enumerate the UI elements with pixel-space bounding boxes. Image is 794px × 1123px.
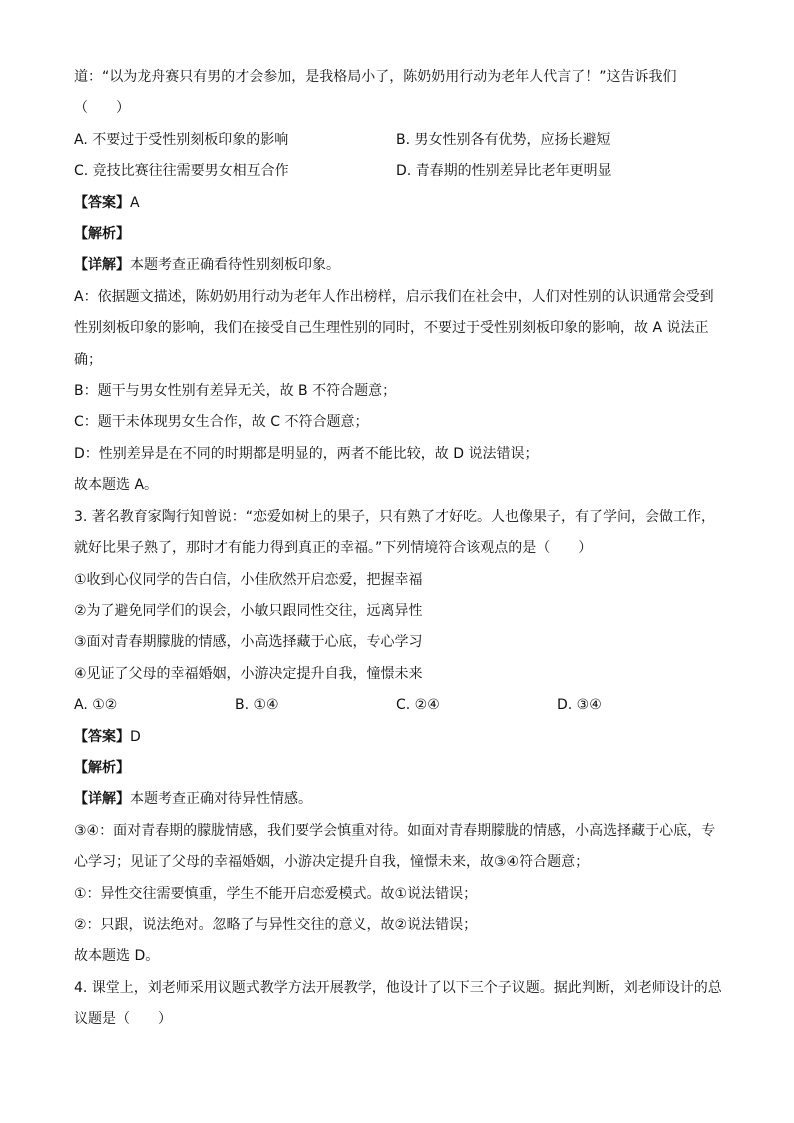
q2-options-row2 bbox=[74, 156, 734, 187]
q2-analysis bbox=[74, 219, 734, 250]
q3-option-d: D. ③④ bbox=[557, 697, 602, 714]
q2-stem-line: 道：“以为龙舟赛只有男的才会参加，是我格局小了，陈奶奶用行动为老年人代言了！”这告诉我们 bbox=[74, 69, 677, 85]
q2-explain-b: B：题干与男女性别有差异无关，故 B 不符合题意； bbox=[74, 383, 397, 400]
q3-conclusion: 故本题选 D。 bbox=[74, 948, 160, 965]
page-content bbox=[74, 62, 734, 1036]
q3-item-2: ②为了避免同学们的误会，小敏只跟同性交往，远离异性 bbox=[74, 602, 423, 619]
q2-answer bbox=[74, 188, 734, 219]
q2-detail-text: 本题考查正确看待性别刻板印象。 bbox=[130, 257, 340, 274]
q2-option-b: B. 男女性别各有优势，应扬长避短 bbox=[396, 131, 611, 148]
q3-explain-34-1: ③④：面对青春期的朦胧情感，我们要学会慎重对待。如面对青春期朦胧的情感，小高选择藏于心底，专 bbox=[74, 822, 716, 839]
q3-item-1: ①收到心仪同学的告白信，小佳欣然开启恋爱，把握幸福 bbox=[74, 571, 423, 588]
q3-detail-text: 本题考查正确对待异性情感。 bbox=[130, 791, 312, 808]
q2-explain-a-2: 性别刻板印象的影响，我们在接受自己生理性别的同时，不要过于受性别刻板印象的影响，故 A 说法正 bbox=[74, 320, 709, 337]
q3-explain-1: ①：异性交往需要慎重，学生不能开启恋爱模式。故①说法错误； bbox=[74, 885, 478, 902]
q2-explain-c: C：题干未体现男女生合作，故 C 不符合题意； bbox=[74, 414, 369, 431]
q3-answer-tag: 【答案】 bbox=[74, 728, 130, 745]
q3-item-4: ④见证了父母的幸福婚姻，小游决定提升自我，憧憬未来 bbox=[74, 665, 423, 682]
q2-detail-tag: 【详解】 bbox=[74, 257, 130, 274]
q2-option-d: D. 青春期的性别差异比老年更明显 bbox=[396, 163, 612, 180]
q3-analysis bbox=[74, 753, 734, 784]
q3-detail bbox=[74, 784, 734, 815]
q3-detail-tag: 【详解】 bbox=[74, 791, 130, 808]
q2-analysis-tag: 【解析】 bbox=[74, 226, 130, 243]
q3-stem-line-1: 3. 著名教育家陶行知曾说：“恋爱如树上的果子，只有熟了才好吃。人也像果子，有了学问，会做工作， bbox=[74, 508, 716, 525]
q3-options bbox=[74, 690, 734, 721]
q2-explain-a-1: A：依据题文描述，陈奶奶用行动为老年人作出榜样，启示我们在社会中，人们对性别的认识通常会受到 bbox=[74, 288, 714, 305]
q2-options-row1 bbox=[74, 125, 734, 156]
q2-answer-value: A bbox=[130, 194, 140, 211]
q3-answer bbox=[74, 722, 734, 753]
q4-stem-line-2: 议题是（ ） bbox=[74, 1011, 172, 1028]
q2-conclusion: 故本题选 A。 bbox=[74, 477, 159, 494]
q2-detail bbox=[74, 250, 734, 281]
q2-explain-a-3: 确； bbox=[74, 351, 102, 368]
q2-option-c: C. 竞技比赛往往需要男女相互合作 bbox=[74, 163, 289, 180]
q3-stem-line-2: 就好比果子熟了，那时才有能力得到真正的幸福。”下列情境符合该观点的是（ ） bbox=[74, 540, 593, 557]
q3-option-c: C. ②④ bbox=[396, 697, 440, 714]
q2-answer-tag: 【答案】 bbox=[74, 194, 130, 211]
q2-explain-d: D：性别差异是在不同的时期都是明显的，两者不能比较，故 D 说法错误； bbox=[74, 445, 539, 462]
q3-option-b: B. ①④ bbox=[235, 697, 279, 714]
q3-option-a: A. ①② bbox=[74, 697, 118, 714]
q3-item-3: ③面对青春期朦胧的情感，小高选择藏于心底，专心学习 bbox=[74, 634, 423, 651]
q3-explain-2: ②：只跟，说法绝对。忽略了与异性交往的意义，故②说法错误； bbox=[74, 916, 478, 933]
q3-explain-34-2: 心学习；见证了父母的幸福婚姻，小游决定提升自我，憧憬未来，故③④符合题意； bbox=[74, 854, 590, 871]
q3-answer-value: D bbox=[130, 728, 141, 745]
q2-option-a: A. 不要过于受性别刻板印象的影响 bbox=[74, 131, 289, 148]
q4-stem-line-1: 4. 课堂上，刘老师采用议题式教学方法开展教学，他设计了以下三个子议题。据此判断，刘老师设计的总 bbox=[74, 979, 722, 996]
q2-stem-blank: （ ） bbox=[74, 100, 130, 117]
q3-analysis-tag: 【解析】 bbox=[74, 759, 130, 776]
